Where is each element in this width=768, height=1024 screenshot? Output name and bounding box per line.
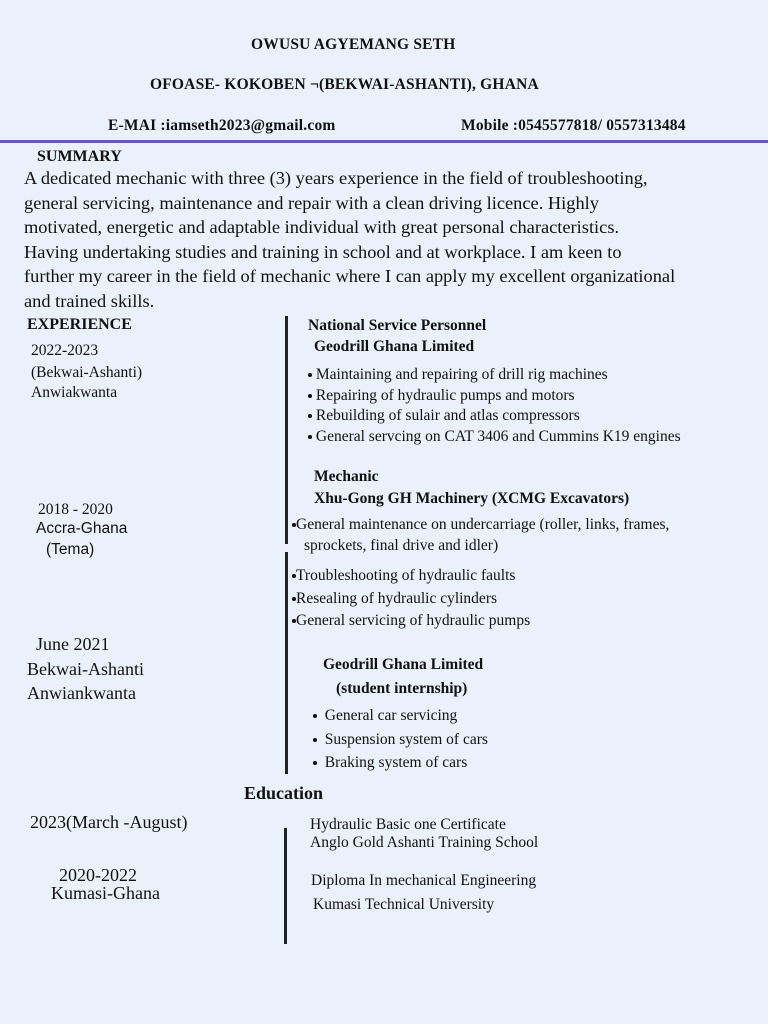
email: E-MAI :iamseth2023@gmail.com (108, 117, 336, 134)
bullet-icon (313, 714, 317, 718)
job3-note: (student internship) (336, 680, 468, 697)
summary-line: general servicing, maintenance and repair with a clean driving licence. Highly (24, 192, 599, 213)
list-item: General maintenance on undercarriage (roller, links, frames, (292, 516, 669, 534)
job2-role: Mechanic (314, 468, 379, 485)
list-item: General servcing on CAT 3406 and Cummins K19 engines (308, 427, 681, 448)
edu1-title: Hydraulic Basic one Certificate (310, 816, 506, 833)
bullet-icon (308, 435, 312, 439)
timeline-divider (285, 552, 288, 774)
job2-years: 2018 - 2020 (38, 501, 113, 518)
summary-line: Having undertaking studies and training in school and at workplace. I am keen to (24, 241, 622, 262)
education-divider (284, 828, 287, 944)
job3-company: Geodrill Ghana Limited (323, 656, 484, 673)
bullet-icon (308, 394, 312, 398)
bullet-icon (308, 414, 312, 418)
job3-date: June 2021 (36, 634, 110, 654)
experience-heading: EXPERIENCE (27, 316, 132, 333)
job2-duties (292, 565, 530, 633)
candidate-name: OWUSU AGYEMANG SETH (251, 36, 456, 53)
job3-region: Bekwai-Ashanti (27, 659, 144, 679)
job1-region: (Bekwai-Ashanti) (31, 364, 143, 381)
edu2-title: Diploma In mechanical Engineering (311, 872, 537, 889)
summary-text (24, 166, 764, 314)
job2-city: Accra-Ghana (36, 520, 128, 537)
list-item: General servicing of hydraulic pumps (292, 610, 530, 633)
list-item: Resealing of hydraulic cylinders (292, 588, 530, 611)
list-item: Rebuilding of sulair and atlas compressors (308, 406, 681, 427)
job1-company: Geodrill Ghana Limited (314, 338, 475, 355)
education-heading: Education (244, 783, 324, 803)
job1-town: Anwiakwanta (31, 384, 118, 401)
job1-role: National Service Personnel (308, 317, 487, 334)
list-item: Braking system of cars (313, 751, 488, 775)
bullet-icon (313, 761, 317, 765)
summary-heading: SUMMARY (37, 148, 122, 165)
edu2-years: 2020-2022 (59, 865, 137, 885)
summary-line: motivated, energetic and adaptable individual with great personal characteristics. (24, 217, 620, 238)
job2-company: Xhu-Gong GH Machinery (XCMG Excavators) (314, 490, 630, 507)
job1-duties (308, 365, 681, 447)
list-item: General car servicing (313, 704, 488, 728)
summary-line: further my career in the field of mechanic where I can apply my excellent organizational (24, 266, 676, 287)
edu2-school: Kumasi Technical University (313, 896, 495, 913)
summary-line: and trained skills. (24, 290, 155, 311)
list-item: Maintaining and repairing of drill rig machines (308, 365, 681, 386)
list-item: Troubleshooting of hydraulic faults (292, 565, 530, 588)
bullet-icon (308, 373, 312, 377)
job3-duties (313, 704, 488, 775)
mobile: Mobile :0545577818/ 0557313484 (461, 117, 686, 134)
list-item: Suspension system of cars (313, 728, 488, 752)
list-item-continued: sprockets, final drive and idler) (304, 537, 499, 554)
list-item: Repairing of hydraulic pumps and motors (308, 386, 681, 407)
edu2-place: Kumasi-Ghana (51, 883, 160, 903)
job2-area: (Tema) (46, 541, 95, 558)
edu1-date: 2023(March -August) (30, 812, 188, 832)
address: OFOASE- KOKOBEN ¬(BEKWAI-ASHANTI), GHANA (150, 76, 539, 93)
job3-town: Anwiankwanta (27, 683, 136, 703)
timeline-divider (285, 316, 288, 544)
summary-line: A dedicated mechanic with three (3) years experience in the field of troubleshooting, (24, 168, 648, 188)
header-divider (0, 140, 768, 143)
edu1-school: Anglo Gold Ashanti Training School (310, 834, 539, 851)
bullet-icon (313, 738, 317, 742)
job1-years: 2022-2023 (31, 342, 99, 359)
